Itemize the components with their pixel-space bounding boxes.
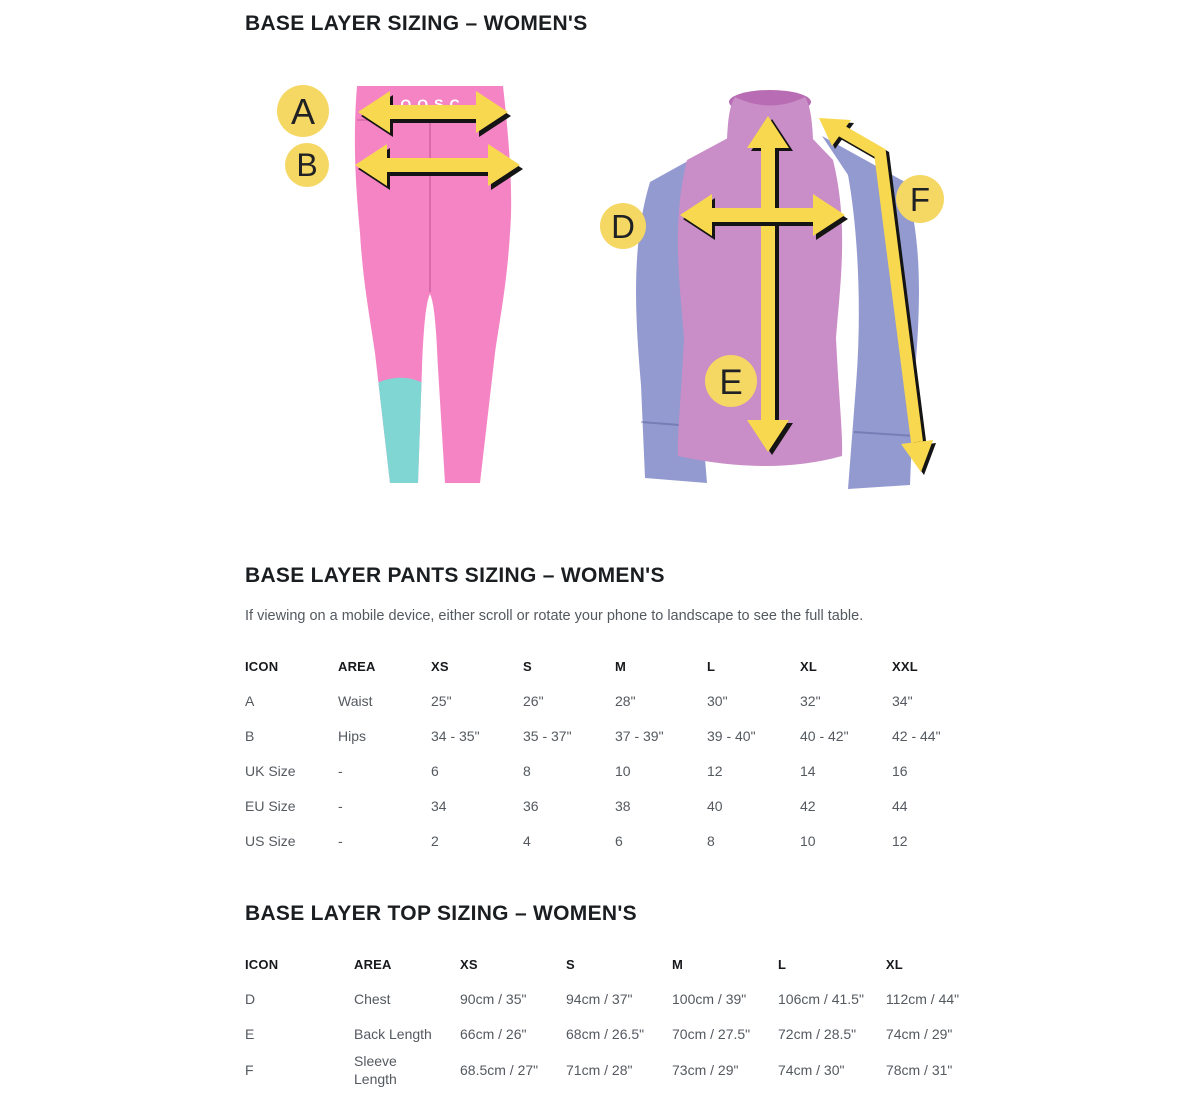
table-cell: Back Length: [354, 1026, 432, 1043]
badge-a-letter: A: [290, 91, 316, 132]
row-icon: F: [245, 1062, 254, 1079]
table-cell: 74cm / 29": [885, 1026, 953, 1043]
table-cell: Sleeve Length: [354, 1053, 397, 1088]
leggings-illustration: [270, 68, 530, 493]
pants-section-title: BASE LAYER PANTS SIZING – WOMEN'S: [245, 564, 665, 587]
table-cell: 68.5cm / 27": [460, 1062, 539, 1079]
table-cell: 73cm / 29": [672, 1062, 739, 1079]
table-header-row: [245, 946, 996, 982]
column-header: XXL: [892, 658, 918, 674]
row-icon: B: [245, 728, 255, 745]
table-cell: 71cm / 28": [566, 1062, 633, 1079]
table-cell: 40: [707, 798, 723, 815]
table-cell: 10: [800, 833, 816, 850]
table-cell: 100cm / 39": [672, 991, 747, 1008]
table-row: [245, 1017, 996, 1052]
table-cell: 36: [523, 798, 539, 815]
badge-e-letter: E: [719, 363, 743, 402]
table-row: [245, 719, 982, 754]
column-header: XS: [460, 956, 478, 972]
badge-f-letter: F: [909, 181, 931, 218]
table-cell: -: [338, 798, 343, 815]
leggings-ankle-panel: [366, 378, 425, 493]
table-cell: 35 - 37": [523, 728, 572, 745]
column-header: XL: [885, 956, 903, 972]
table-cell: 28": [615, 693, 636, 710]
column-header: S: [566, 956, 575, 972]
table-cell: 8: [523, 763, 531, 780]
table-cell: 42: [800, 798, 816, 815]
table-cell: 42 - 44": [892, 728, 941, 745]
table-cell: 106cm / 41.5": [778, 991, 864, 1008]
table-cell: 16: [892, 763, 908, 780]
table-header-row: [245, 648, 982, 684]
column-header: S: [523, 658, 532, 674]
table-cell: 12: [892, 833, 908, 850]
table-row: [245, 754, 982, 789]
waistband-brand-text: OOSC: [400, 96, 466, 112]
row-icon: E: [245, 1026, 255, 1043]
top-illustration: [595, 80, 960, 495]
top-section-title: BASE LAYER TOP SIZING – WOMEN'S: [245, 902, 637, 925]
row-icon: A: [245, 693, 255, 710]
table-cell: 68cm / 26.5": [566, 1026, 645, 1043]
top-body: [678, 138, 842, 466]
table-cell: 90cm / 35": [460, 991, 527, 1008]
table-cell: 94cm / 37": [566, 991, 633, 1008]
column-header: AREA: [338, 658, 376, 674]
column-header: L: [707, 658, 716, 674]
table-cell: 37 - 39": [615, 728, 664, 745]
column-header: XL: [800, 658, 818, 674]
table-cell: 10: [615, 763, 631, 780]
table-cell: Chest: [354, 991, 391, 1008]
table-cell: 14: [800, 763, 816, 780]
table-cell: -: [338, 833, 343, 850]
table-cell: Waist: [338, 693, 373, 710]
table-row: [245, 1052, 996, 1088]
table-cell: 6: [615, 833, 623, 850]
table-cell: 12: [707, 763, 723, 780]
leggings-body: [355, 86, 511, 483]
table-cell: 39 - 40": [707, 728, 756, 745]
table-cell: 8: [707, 833, 715, 850]
table-row: [245, 982, 996, 1017]
badge-d-letter: D: [611, 208, 635, 245]
table-cell: 78cm / 31": [885, 1062, 953, 1079]
table-row: [245, 684, 982, 719]
table-cell: 112cm / 44": [885, 991, 960, 1008]
mobile-note: If viewing on a mobile device, either scroll or rotate your phone to landscape to see the full table.: [245, 608, 864, 624]
table-cell: Hips: [338, 728, 367, 745]
row-icon: EU Size: [245, 798, 296, 815]
column-header: AREA: [354, 956, 392, 972]
table-cell: 66cm / 26": [460, 1026, 527, 1043]
table-cell: 40 - 42": [800, 728, 849, 745]
pants-sizing-table: [245, 648, 982, 859]
table-cell: 44: [892, 798, 908, 815]
table-cell: 2: [431, 833, 439, 850]
table-cell: 34: [431, 798, 447, 815]
column-header: M: [672, 956, 684, 972]
table-cell: 25": [431, 693, 452, 710]
top-sizing-table: [245, 946, 996, 1088]
table-cell: 32": [800, 693, 821, 710]
table-cell: 6: [431, 763, 439, 780]
table-cell: 4: [523, 833, 531, 850]
row-icon: UK Size: [245, 763, 296, 780]
table-row: [245, 789, 982, 824]
badge-b-letter: B: [296, 147, 318, 183]
table-row: [245, 824, 982, 859]
table-cell: 34": [892, 693, 913, 710]
table-cell: 72cm / 28.5": [778, 1026, 857, 1043]
table-cell: 74cm / 30": [778, 1062, 845, 1079]
row-icon: US Size: [245, 833, 296, 850]
table-cell: -: [338, 763, 343, 780]
column-header: L: [778, 956, 787, 972]
table-cell: 26": [523, 693, 544, 710]
column-header: XS: [431, 658, 449, 674]
column-header: M: [615, 658, 627, 674]
row-icon: D: [245, 991, 256, 1008]
table-cell: 38: [615, 798, 631, 815]
column-header: ICON: [245, 658, 279, 674]
table-cell: 70cm / 27.5": [672, 1026, 751, 1043]
page-title: BASE LAYER SIZING – WOMEN'S: [245, 12, 588, 35]
column-header: ICON: [245, 956, 279, 972]
table-cell: 34 - 35": [431, 728, 480, 745]
table-cell: 30": [707, 693, 728, 710]
